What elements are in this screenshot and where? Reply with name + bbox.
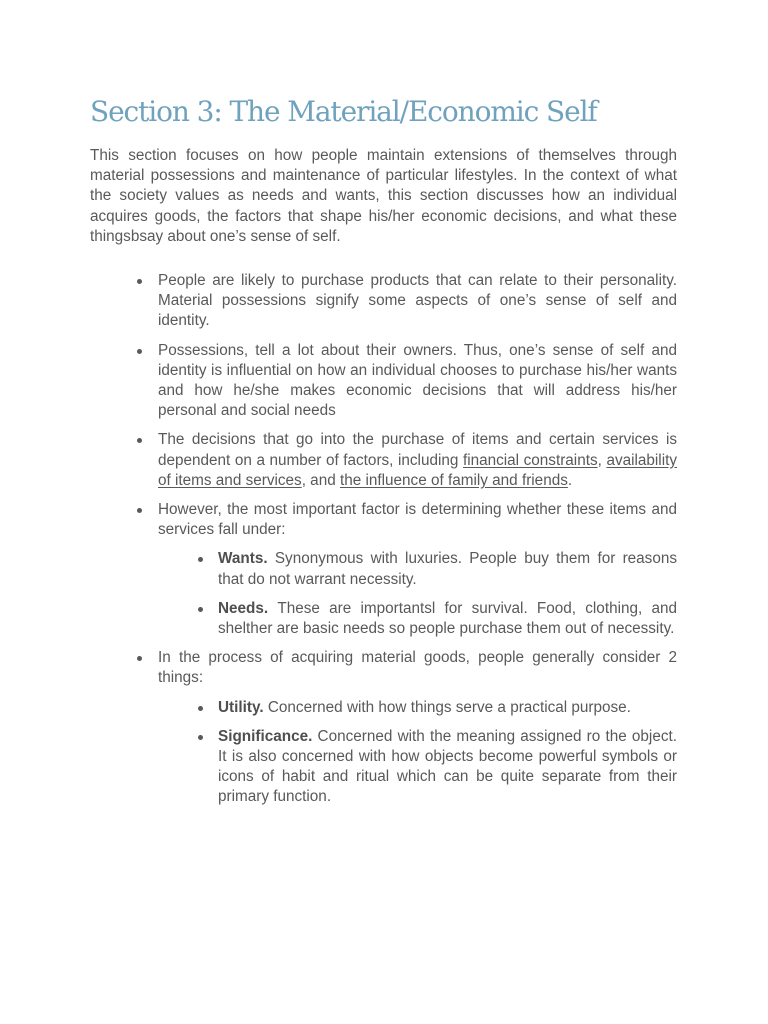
bullet-list (90, 271, 677, 817)
bullet-item-wants-needs (90, 500, 677, 639)
bullet-text: Possessions, tell a lot about their owners. Thus, one’s sense of self and identity is influential on how an individual chooses to purchase his/her wants and how he/she makes economic decisions that will address his/her personal and social needs (158, 341, 677, 420)
factor-availability: availability of items and services (158, 451, 678, 489)
sentence-end: . (567, 471, 573, 489)
bullet-text: The decisions that go into the purchase of items and certain services is dependent on a number of factors, including (158, 431, 677, 469)
sub-list-considerations (158, 698, 677, 808)
bullet-text: In the process of acquiring material goods, people generally consider 2 things: (158, 649, 677, 687)
term-wants: Wants. (218, 550, 268, 568)
bullet-item-possessions (90, 341, 677, 422)
sub-item-significance (158, 727, 677, 808)
intro-paragraph: This section focuses on how people maintain extensions of themselves through material possessions and maintenance of particular lifestyles. In the context of what the society values as needs and wants, this section discusses how an individual acquires goods, the factors that shape his/her economic decisions, and what these thingsbsay about one’s sense of self. (90, 147, 677, 245)
term-utility: Utility. (218, 698, 264, 716)
separator: , (597, 451, 607, 469)
factor-family-friends: the influence of family and friends (339, 471, 568, 489)
bullet-item-decision-factors (90, 430, 677, 491)
term-needs: Needs. (218, 599, 269, 617)
definition-significance: Concerned with the meaning assigned ro the object. It is also concerned with how objects become powerful symbols or icons of habit and ritual which can be quite separate from their primary function. (218, 727, 677, 806)
term-significance: Significance. (218, 727, 313, 745)
sub-item-needs (158, 599, 677, 639)
sub-item-wants (158, 549, 677, 589)
definition-wants: Synonymous with luxuries. People buy them for reasons that do not warrant necessity. (218, 550, 677, 588)
bullet-item-personality (90, 271, 677, 332)
bullet-text: However, the most important factor is determining whether these items and services fall under: (158, 501, 677, 539)
definition-utility: Concerned with how things serve a practical purpose. (263, 698, 631, 716)
sub-list-wants-needs (158, 549, 677, 639)
bullet-item-considerations (90, 648, 677, 807)
factor-financial-constraints: financial constraints (462, 451, 598, 469)
sub-item-utility (158, 698, 677, 718)
section-title: Section 3: The Material/Economic Self (90, 95, 597, 128)
separator: , and (301, 471, 340, 489)
definition-needs: These are importantsl for survival. Food, clothing, and shelther are basic needs so people purchase them out of necessity. (218, 599, 677, 638)
bullet-text: People are likely to purchase products that can relate to their personality. Material possessions signify some aspects of one’s sense of self and identity. (158, 272, 677, 330)
